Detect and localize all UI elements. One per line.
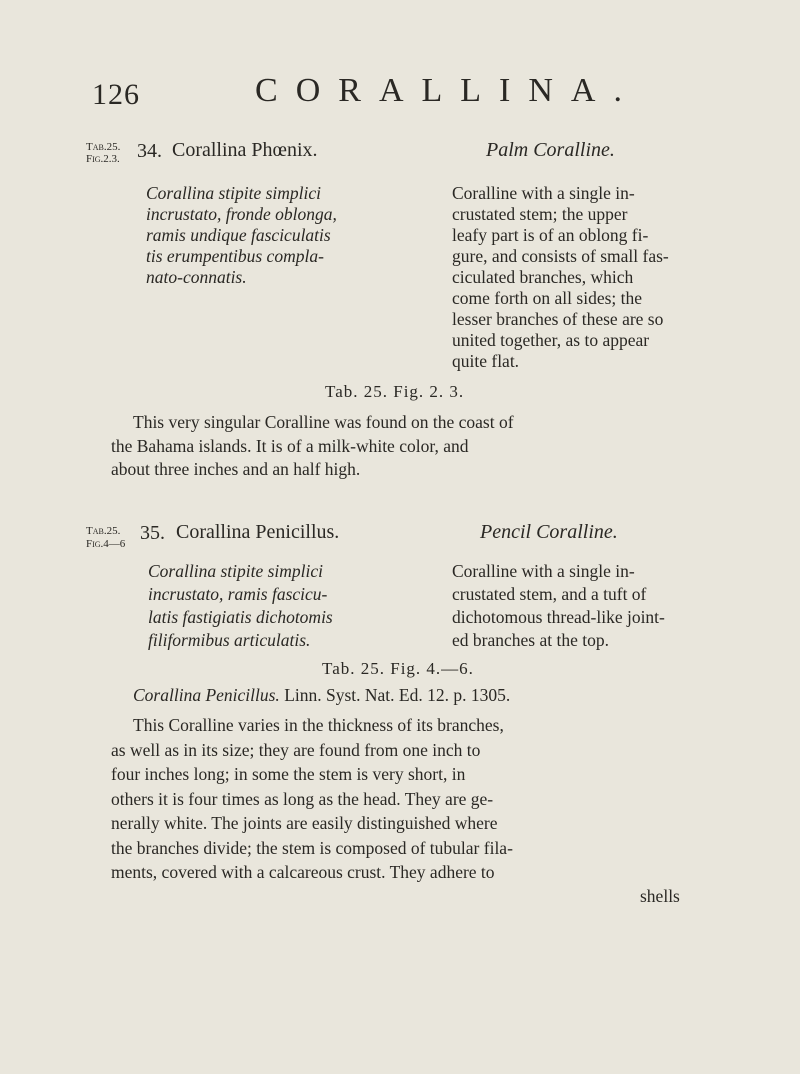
entry-number: 34. (137, 140, 162, 162)
latin-line: Corallina stipite simplici (146, 183, 322, 203)
latin-line: nato-connatis. (146, 267, 247, 287)
english-description (452, 560, 665, 652)
latin-name: Corallina Phœnix. (172, 139, 318, 161)
body-line: as well as in its size; they are found from one inch to (111, 739, 481, 760)
body-line: the branches divide; the stem is composed of tubular fila- (111, 837, 513, 858)
latin-line: incrustato, fronde oblonga, (146, 204, 337, 224)
entry-body (111, 411, 514, 482)
latin-line: latis fastigiatis dichotomis (148, 607, 333, 627)
english-line: dichotomous thread-like joint- (452, 607, 665, 627)
running-title: CORALLINA. (255, 72, 640, 109)
body-line: others it is four times as long as the head. They are ge- (111, 788, 494, 809)
body-line: about three inches and an half high. (111, 459, 361, 479)
english-line: ed branches at the top. (452, 630, 609, 650)
body-line: This very singular Coralline was found on the coast of (133, 412, 514, 432)
body-line: the Bahama islands. It is of a milk-white color, and (111, 435, 469, 456)
latin-line: tis erumpentibus compla- (146, 246, 324, 266)
plate-figure-line: Tab. 25. Fig. 4.—6. (322, 659, 474, 678)
latin-line: Corallina stipite simplici (148, 561, 324, 581)
plate-reference: Tab.25. (86, 525, 121, 537)
latin-line: incrustato, ramis fascicu- (148, 584, 328, 604)
latin-line: ramis undique fasciculatis (146, 225, 331, 245)
linnaeus-name: Corallina Penicillus. (133, 685, 280, 705)
latin-name: Corallina Penicillus. (176, 521, 340, 543)
english-line: crustated stem; the upper (452, 204, 628, 224)
latin-line: filiformibus articulatis. (148, 630, 311, 650)
figure-reference: Fig.2.3. (86, 153, 120, 165)
body-line: nerally white. The joints are easily distinguished where (111, 813, 498, 833)
linnaeus-citation: Linn. Syst. Nat. Ed. 12. p. 1305. (284, 685, 511, 705)
english-description (452, 183, 669, 372)
entry-number: 35. (140, 522, 165, 544)
english-line: crustated stem, and a tuft of (452, 584, 647, 604)
english-line: lesser branches of these are so (452, 309, 664, 329)
latin-description (146, 183, 337, 288)
entry-body (111, 713, 513, 885)
plate-figure-line: Tab. 25. Fig. 2. 3. (325, 382, 465, 401)
body-line: four inches long; in some the stem is very short, in (111, 764, 466, 784)
english-line: gure, and consists of small fas- (452, 246, 669, 266)
english-line: leafy part is of an oblong fi- (452, 225, 649, 245)
plate-reference: Tab.25. (86, 141, 121, 153)
page-number: 126 (92, 78, 140, 111)
english-line: quite flat. (452, 351, 520, 371)
figure-reference: Fig.4—6 (86, 538, 126, 550)
english-line: ciculated branches, which (452, 267, 634, 287)
latin-description (148, 560, 333, 652)
english-line: come forth on all sides; the (452, 288, 643, 308)
english-line: Coralline with a single in- (452, 183, 635, 203)
english-name: Palm Coralline. (486, 139, 615, 161)
english-name: Pencil Coralline. (480, 521, 618, 543)
catchword: shells (640, 886, 680, 906)
linnaeus-reference (133, 684, 510, 708)
english-line: united together, as to appear (452, 330, 650, 350)
english-line: Coralline with a single in- (452, 561, 635, 581)
body-line: ments, covered with a calcareous crust. They adhere to (111, 862, 495, 882)
body-line: This Coralline varies in the thickness of its branches, (133, 715, 504, 735)
